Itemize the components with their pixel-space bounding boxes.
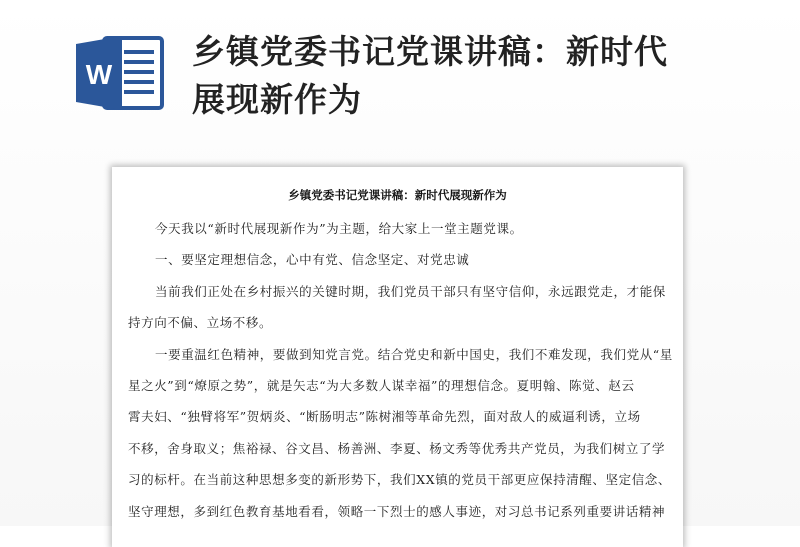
page-title [192, 28, 752, 124]
paragraph-line: 一要重温红色精神，要做到知党言党。结合党史和新中国史，我们不难发现，我们党从“星 [155, 347, 673, 362]
document-title: 乡镇党委书记党课讲稿：新时代展现新作为 [288, 188, 507, 202]
document-page [112, 167, 683, 547]
paragraph-line: 今天我以“新时代展现新作为”为主题，给大家上一堂主题党课。 [155, 221, 523, 236]
svg-text:W: W [85, 59, 113, 90]
paragraph-line: 持方向不偏、立场不移。 [128, 315, 273, 330]
paragraph-line: 霄夫妇、“独臂将军”贺炳炎、“断肠明志”陈树湘等革命先烈，面对敌人的威逼利诱，立场 [128, 409, 641, 424]
paragraph-line: 星之火”到“燎原之势”，就是矢志“为大多数人谋幸福”的理想信念。夏明翰、陈觉、赵云 [128, 378, 635, 393]
title-line: 乡镇党委书记党课讲稿：新时代 [192, 32, 668, 71]
paragraph-line: 当前我们正处在乡村振兴的关键时期，我们党员干部只有坚守信仰，永远跟党走，才能保 [155, 284, 666, 299]
paragraph-line: 习的标杆。在当前这种思想多变的新形势下，我们XX镇的党员干部更应保持清醒、坚定信念、 [128, 472, 671, 487]
paragraph-line: 坚守理想，多到红色教育基地看看，领略一下烈士的感人事迹，对习总书记系列重要讲话精神 [128, 504, 666, 519]
title-line: 展现新作为 [192, 80, 362, 119]
word-document-icon [74, 34, 166, 112]
paragraph-line: 不移，舍身取义；焦裕禄、谷文昌、杨善洲、李夏、杨文秀等优秀共产党员，为我们树立了学 [128, 441, 666, 456]
section-heading: 一、要坚定理想信念，心中有党、信念坚定、对党忠诚 [155, 252, 470, 267]
